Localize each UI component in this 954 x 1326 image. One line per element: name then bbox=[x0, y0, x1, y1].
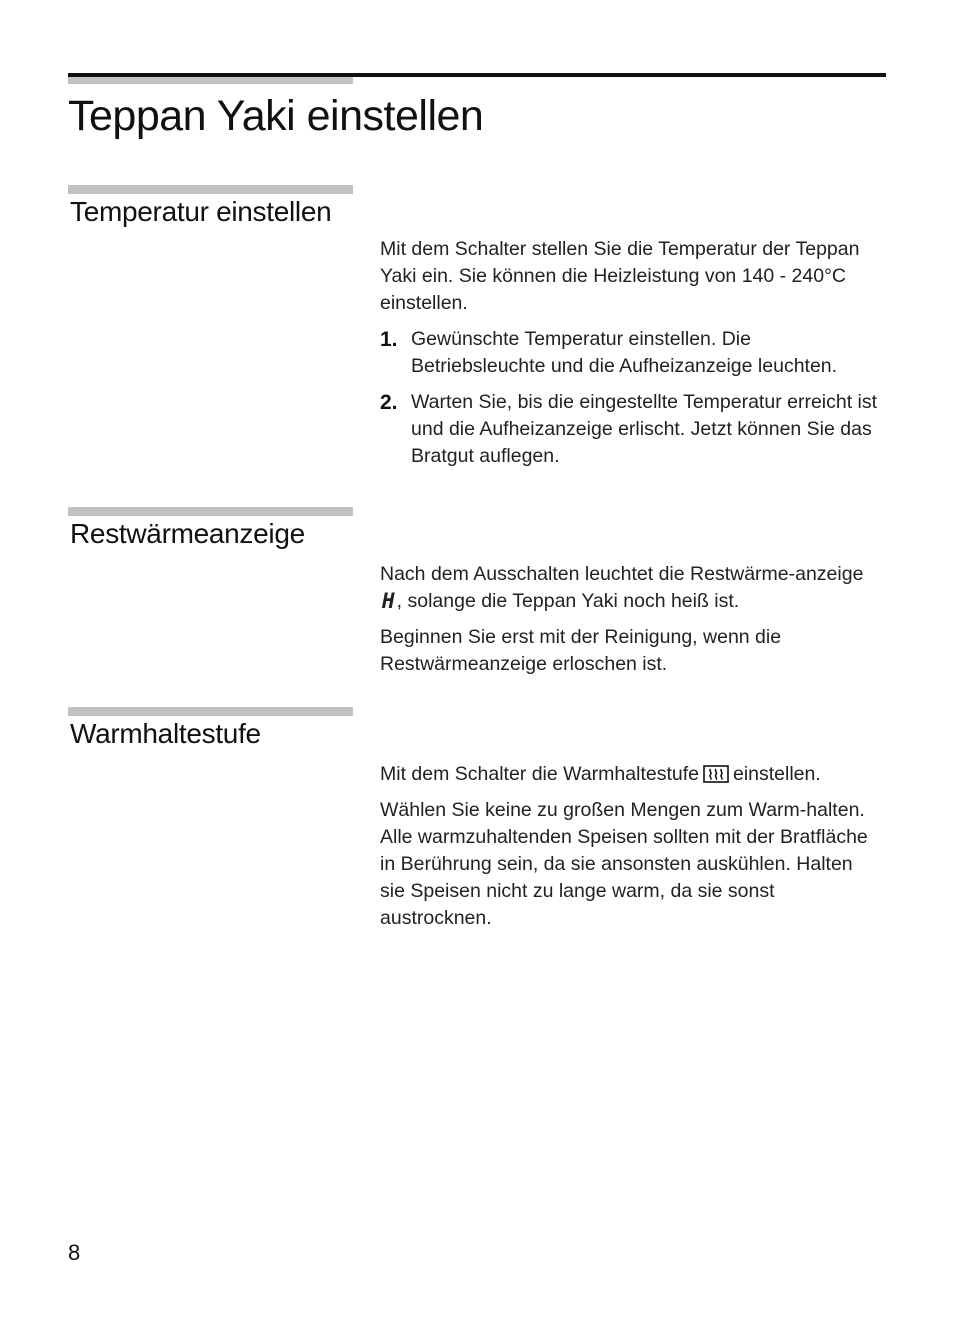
step-text: Gewünschte Temperatur einstellen. Die Betriebsleuchte und die Aufheizanzeige leuchten. bbox=[411, 328, 838, 377]
restwaerme-text-after: , solange die Teppan Yaki noch heiß ist. bbox=[396, 590, 740, 612]
section-body-warmhalte bbox=[380, 761, 880, 941]
section-bar-restwaerme bbox=[68, 507, 353, 516]
section-body-temperatur bbox=[380, 236, 880, 479]
step-number: 2. bbox=[380, 391, 398, 414]
warmhalte-paragraph-2: Wählen Sie keine zu großen Mengen zum Warm-halten. Alle warmzuhaltenden Speisen sollten mit der Bratfläche in Berührung sein, da sie ansonsten auskühlen. Halten sie Speisen nicht zu lange warm, da sie sonst austrocknen. bbox=[380, 799, 868, 929]
restwaerme-text-before: Nach dem Ausschalten leuchtet die Restwärme-anzeige bbox=[380, 563, 864, 585]
residual-heat-indicator-icon: H bbox=[382, 589, 395, 613]
section-body-restwaerme bbox=[380, 561, 880, 687]
section-heading-restwaerme: Restwärmeanzeige bbox=[70, 518, 305, 549]
section-bar-warmhalte bbox=[68, 707, 353, 716]
section-heading-temperatur: Temperatur einstellen bbox=[70, 196, 332, 227]
step-1 bbox=[380, 326, 880, 380]
warming-symbol-icon bbox=[703, 765, 729, 783]
title-rule-accent bbox=[68, 77, 353, 84]
section-bar-temperatur bbox=[68, 185, 353, 194]
page-title: Teppan Yaki einstellen bbox=[68, 92, 484, 140]
warmhalte-paragraph-1 bbox=[380, 761, 880, 788]
section-heading-warmhalte: Warmhaltestufe bbox=[70, 718, 261, 749]
restwaerme-paragraph-2: Beginnen Sie erst mit der Reinigung, wenn die Restwärmeanzeige erloschen ist. bbox=[380, 626, 782, 675]
page-number: 8 bbox=[68, 1240, 81, 1265]
restwaerme-paragraph-1 bbox=[380, 561, 880, 615]
step-number: 1. bbox=[380, 328, 398, 351]
warmhalte-text-before: Mit dem Schalter die Warmhaltestufe bbox=[380, 763, 699, 785]
step-text: Warten Sie, bis die eingestellte Temperatur erreicht ist und die Aufheizanzeige erlischt. Jetzt können Sie das Bratgut auflegen. bbox=[411, 391, 878, 467]
temperatur-intro: Mit dem Schalter stellen Sie die Temperatur der Teppan Yaki ein. Sie können die Heizleistung von 140 - 240°C einstellen. bbox=[380, 238, 860, 314]
warmhalte-text-after: einstellen. bbox=[732, 763, 821, 785]
step-2 bbox=[380, 389, 880, 470]
